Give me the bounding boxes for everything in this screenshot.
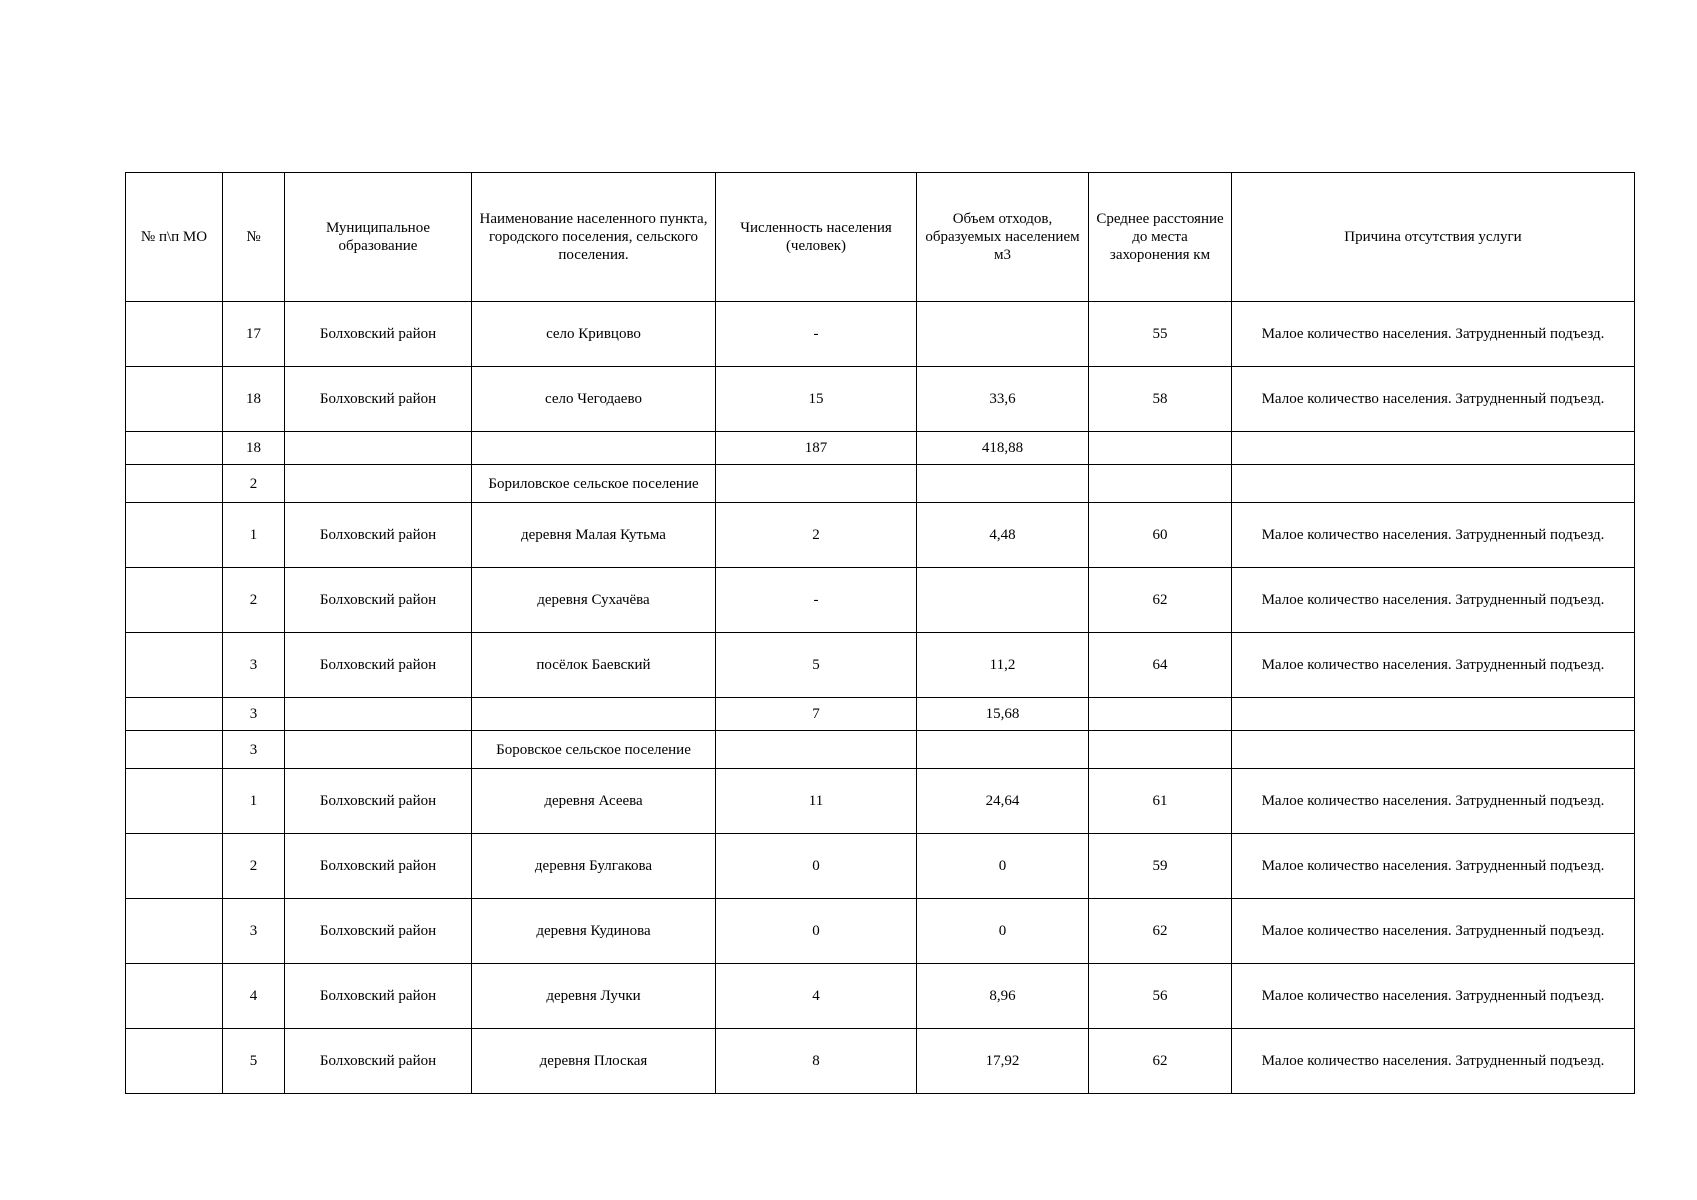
cell-avg-distance (1089, 432, 1232, 465)
cell-avg-distance: 58 (1089, 367, 1232, 432)
cell-mo-number (126, 769, 223, 834)
cell-settlement-name: деревня Малая Кутьма (472, 503, 716, 568)
cell-municipality: Болховский район (285, 302, 472, 367)
header-waste-volume: Объем отходов, образуемых населением м3 (917, 173, 1089, 302)
cell-mo-number (126, 503, 223, 568)
header-settlement-name: Наименование населенного пункта, городского поселения, сельского поселения. (472, 173, 716, 302)
cell-waste-volume (917, 465, 1089, 503)
cell-reason: Малое количество населения. Затрудненный подъезд. (1232, 367, 1635, 432)
cell-population: - (716, 568, 917, 633)
cell-waste-volume: 4,48 (917, 503, 1089, 568)
cell-settlement-name: деревня Булгакова (472, 834, 716, 899)
cell-reason: Малое количество населения. Затрудненный подъезд. (1232, 899, 1635, 964)
cell-number: 17 (223, 302, 285, 367)
cell-municipality: Болховский район (285, 367, 472, 432)
cell-waste-volume: 0 (917, 899, 1089, 964)
table-row (126, 1029, 1635, 1094)
cell-population: 0 (716, 899, 917, 964)
cell-settlement-name: село Чегодаево (472, 367, 716, 432)
cell-number: 3 (223, 899, 285, 964)
cell-municipality (285, 465, 472, 503)
section-row (126, 465, 1635, 503)
header-number: № (223, 173, 285, 302)
cell-reason: Малое количество населения. Затрудненный подъезд. (1232, 964, 1635, 1029)
cell-waste-volume: 8,96 (917, 964, 1089, 1029)
total-row (126, 698, 1635, 731)
table-row (126, 503, 1635, 568)
table-row (126, 367, 1635, 432)
cell-municipality (285, 432, 472, 465)
table-row (126, 302, 1635, 367)
header-municipality: Муниципальное образование (285, 173, 472, 302)
cell-mo-number (126, 834, 223, 899)
cell-mo-number (126, 432, 223, 465)
cell-municipality: Болховский район (285, 568, 472, 633)
cell-avg-distance: 62 (1089, 568, 1232, 633)
cell-reason: Малое количество населения. Затрудненный подъезд. (1232, 769, 1635, 834)
header-avg-distance: Среднее расстояние до места захоронения км (1089, 173, 1232, 302)
cell-municipality (285, 731, 472, 769)
cell-reason: Малое количество населения. Затрудненный подъезд. (1232, 302, 1635, 367)
cell-avg-distance: 62 (1089, 899, 1232, 964)
cell-number: 18 (223, 432, 285, 465)
header-reason: Причина отсутствия услуги (1232, 173, 1635, 302)
cell-settlement-name: деревня Кудинова (472, 899, 716, 964)
cell-reason (1232, 698, 1635, 731)
cell-settlement-name: Бориловское сельское поселение (472, 465, 716, 503)
cell-avg-distance: 60 (1089, 503, 1232, 568)
cell-population (716, 731, 917, 769)
cell-waste-volume: 418,88 (917, 432, 1089, 465)
cell-mo-number (126, 1029, 223, 1094)
cell-settlement-name: деревня Плоская (472, 1029, 716, 1094)
cell-municipality (285, 698, 472, 731)
cell-population: 11 (716, 769, 917, 834)
cell-avg-distance (1089, 731, 1232, 769)
total-row (126, 432, 1635, 465)
cell-settlement-name (472, 698, 716, 731)
table-row (126, 899, 1635, 964)
cell-avg-distance: 62 (1089, 1029, 1232, 1094)
cell-mo-number (126, 465, 223, 503)
cell-waste-volume (917, 568, 1089, 633)
cell-municipality: Болховский район (285, 1029, 472, 1094)
cell-reason (1232, 432, 1635, 465)
cell-reason: Малое количество населения. Затрудненный подъезд. (1232, 568, 1635, 633)
cell-waste-volume: 17,92 (917, 1029, 1089, 1094)
cell-number: 3 (223, 731, 285, 769)
cell-number: 1 (223, 503, 285, 568)
cell-waste-volume (917, 731, 1089, 769)
cell-municipality: Болховский район (285, 633, 472, 698)
cell-number: 3 (223, 633, 285, 698)
cell-settlement-name: деревня Лучки (472, 964, 716, 1029)
cell-waste-volume: 15,68 (917, 698, 1089, 731)
cell-reason: Малое количество населения. Затрудненный подъезд. (1232, 1029, 1635, 1094)
cell-settlement-name: посёлок Баевский (472, 633, 716, 698)
table-row (126, 633, 1635, 698)
cell-avg-distance (1089, 465, 1232, 503)
cell-mo-number (126, 731, 223, 769)
cell-population: 7 (716, 698, 917, 731)
cell-reason: Малое количество населения. Затрудненный подъезд. (1232, 834, 1635, 899)
cell-waste-volume: 0 (917, 834, 1089, 899)
cell-municipality: Болховский район (285, 964, 472, 1029)
cell-number: 1 (223, 769, 285, 834)
cell-avg-distance: 59 (1089, 834, 1232, 899)
cell-mo-number (126, 568, 223, 633)
cell-number: 4 (223, 964, 285, 1029)
header-mo-number: № п\п МО (126, 173, 223, 302)
cell-waste-volume: 33,6 (917, 367, 1089, 432)
cell-avg-distance: 55 (1089, 302, 1232, 367)
cell-population: 2 (716, 503, 917, 568)
cell-population (716, 465, 917, 503)
cell-avg-distance (1089, 698, 1232, 731)
table-header (126, 173, 1635, 302)
section-row (126, 731, 1635, 769)
cell-number: 2 (223, 465, 285, 503)
cell-avg-distance: 56 (1089, 964, 1232, 1029)
cell-settlement-name: село Кривцово (472, 302, 716, 367)
table-row (126, 769, 1635, 834)
cell-waste-volume (917, 302, 1089, 367)
cell-population: 15 (716, 367, 917, 432)
header-population: Численность населения (человек) (716, 173, 917, 302)
cell-municipality: Болховский район (285, 769, 472, 834)
cell-number: 2 (223, 834, 285, 899)
table-row (126, 964, 1635, 1029)
cell-reason (1232, 731, 1635, 769)
cell-number: 18 (223, 367, 285, 432)
cell-population: 5 (716, 633, 917, 698)
cell-waste-volume: 11,2 (917, 633, 1089, 698)
cell-settlement-name: Боровское сельское поселение (472, 731, 716, 769)
cell-reason: Малое количество населения. Затрудненный подъезд. (1232, 633, 1635, 698)
cell-population: 187 (716, 432, 917, 465)
cell-mo-number (126, 964, 223, 1029)
cell-number: 5 (223, 1029, 285, 1094)
cell-mo-number (126, 367, 223, 432)
cell-municipality: Болховский район (285, 834, 472, 899)
cell-mo-number (126, 899, 223, 964)
cell-avg-distance: 61 (1089, 769, 1232, 834)
table-row (126, 568, 1635, 633)
cell-waste-volume: 24,64 (917, 769, 1089, 834)
cell-number: 2 (223, 568, 285, 633)
cell-mo-number (126, 302, 223, 367)
cell-population: - (716, 302, 917, 367)
cell-reason (1232, 465, 1635, 503)
cell-municipality: Болховский район (285, 503, 472, 568)
cell-mo-number (126, 633, 223, 698)
cell-population: 8 (716, 1029, 917, 1094)
table-body (126, 302, 1635, 1094)
cell-mo-number (126, 698, 223, 731)
cell-number: 3 (223, 698, 285, 731)
table-row (126, 834, 1635, 899)
cell-reason: Малое количество населения. Затрудненный подъезд. (1232, 503, 1635, 568)
cell-population: 0 (716, 834, 917, 899)
header-row (126, 173, 1635, 302)
cell-settlement-name (472, 432, 716, 465)
waste-service-table (125, 172, 1635, 1094)
cell-settlement-name: деревня Сухачёва (472, 568, 716, 633)
cell-municipality: Болховский район (285, 899, 472, 964)
cell-avg-distance: 64 (1089, 633, 1232, 698)
cell-population: 4 (716, 964, 917, 1029)
cell-settlement-name: деревня Асеева (472, 769, 716, 834)
